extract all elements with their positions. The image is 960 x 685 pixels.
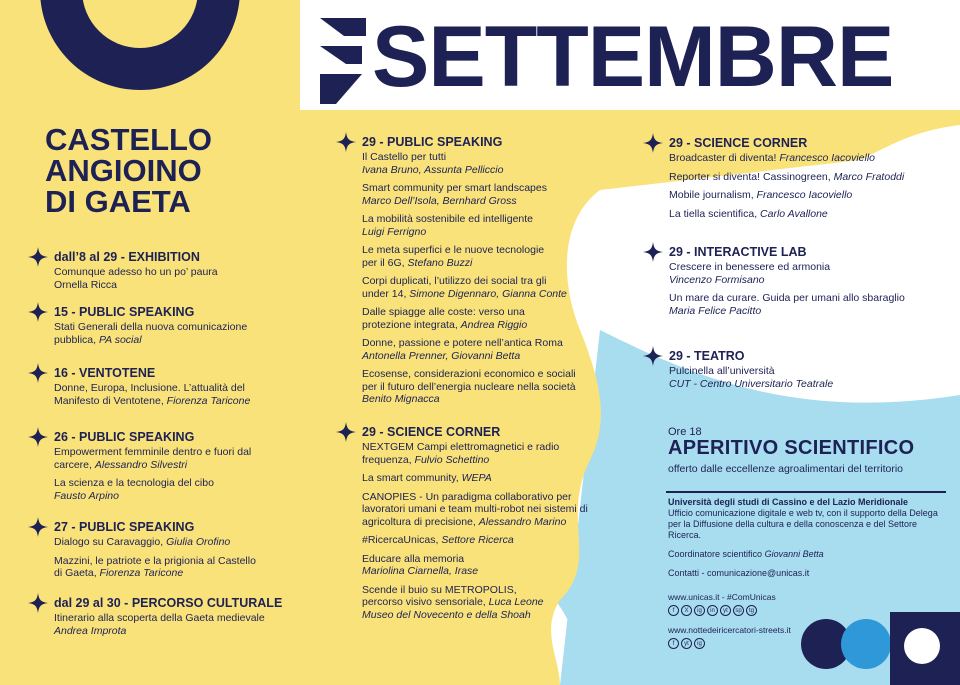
university-info <box>668 497 938 579</box>
event-item <box>362 472 588 485</box>
event-author: Francesco Iacoviello <box>779 152 876 164</box>
event-title: Comunque adesso ho un po’ paura <box>54 266 218 278</box>
event-title-cont: protezione integrata, <box>362 318 461 331</box>
event-title: Educare alla memoria <box>362 552 465 565</box>
social-yt-icon[interactable]: yt <box>681 638 692 649</box>
social-in-icon[interactable]: in <box>707 605 718 616</box>
section-col2-1 <box>362 425 588 621</box>
event-author: Giulia Orofino <box>166 536 231 548</box>
event-item <box>362 491 588 529</box>
event-author: Antonella Prenner, Giovanni Betta <box>362 349 521 362</box>
event-venue: Museo del Novecento e della Shoah <box>362 608 531 621</box>
event-author: Francesco Iacoviello <box>756 189 853 201</box>
venue-line-1: CASTELLO <box>45 122 213 157</box>
event-author: Fausto Arpino <box>54 489 119 502</box>
social-X-icon[interactable]: X <box>681 605 692 616</box>
event-title: La smart community, <box>362 472 462 484</box>
star-icon <box>28 302 48 322</box>
event-title: Ecosense, considerazioni economico e sociali <box>362 368 576 380</box>
event-author: PA social <box>98 333 142 346</box>
event-title: Mobile journalism, <box>669 189 757 201</box>
event-title: La tiella scientifica, <box>669 207 761 220</box>
aperitivo-title: APERITIVO SCIENTIFICO <box>668 437 915 459</box>
section-col1-0 <box>54 250 218 291</box>
event-title: Smart community per smart landscapes <box>362 182 547 194</box>
event-title-cont: pubblica, <box>54 333 99 346</box>
event-title: Dialogo su Caravaggio, <box>54 536 167 548</box>
event-item <box>669 208 904 221</box>
event-title-cont: carcere, <box>54 458 95 471</box>
contacts: Contatti - comunicazione@unicas.it <box>668 568 810 578</box>
event-item <box>54 321 247 346</box>
event-title: Reporter si diventa! Cassinogreen, <box>669 170 834 183</box>
section-heading: 29 - PUBLIC SPEAKING <box>362 135 503 149</box>
event-title: Mazzini, le patriote e la prigionia al Castello <box>54 554 256 567</box>
university-office: Ufficio comunicazione digitale e web tv, con il supporto della Delega per la Diffusione della cultura e della conoscenza e del Settore Ricerca. <box>668 508 938 540</box>
venue-line-2: ANGIOINO <box>45 153 202 188</box>
section-col3-0 <box>669 136 904 220</box>
event-title: Broadcaster di diventa! <box>669 152 780 164</box>
event-title-cont: under 14, <box>362 287 410 300</box>
event-author: Mariolina Ciarnella, Irase <box>362 565 479 577</box>
star-icon <box>643 133 663 153</box>
event-title: #RicercaUnicas, <box>362 534 442 546</box>
event-author: WEPA <box>461 472 492 484</box>
coordinator <box>668 549 938 560</box>
event-item <box>54 536 256 549</box>
event-title-cont: agricoltura di precisione, <box>362 515 479 528</box>
event-title: Donne, passione e potere nell’antica Roma <box>362 337 563 349</box>
section-heading: 27 - PUBLIC SPEAKING <box>54 520 195 534</box>
section-heading: 16 - VENTOTENE <box>54 366 156 380</box>
event-title-cont: percorso visivo sensoriale, <box>362 596 489 608</box>
event-author: Fiorenza Taricone <box>166 394 251 407</box>
event-item <box>362 584 588 622</box>
venue-line-3: DI GAETA <box>45 184 191 219</box>
social-ig-icon[interactable]: ig <box>694 605 705 616</box>
section-col2-0 <box>362 135 576 406</box>
event-item <box>362 337 576 362</box>
event-item <box>669 152 904 165</box>
event-author: Carlo Avallone <box>760 207 828 220</box>
event-item <box>362 368 576 406</box>
star-icon <box>336 422 356 442</box>
social-f-icon[interactable]: f <box>668 605 679 616</box>
section-heading: dal 29 al 30 - PERCORSO CULTURALE <box>54 596 283 610</box>
section-heading: 15 - PUBLIC SPEAKING <box>54 305 195 319</box>
event-item <box>362 182 576 207</box>
event-author: Benito Mignacca <box>362 393 440 405</box>
event-author: Marco Dell’Isola, Bernhard Gross <box>362 194 517 207</box>
event-author: Marco Fratoddi <box>833 170 905 183</box>
event-title: Corpi duplicati, l’utilizzo dei social tra gli <box>362 275 547 287</box>
coordinator-label: Coordinatore scientifico <box>668 549 765 559</box>
star-icon <box>336 132 356 152</box>
event-item <box>54 477 251 502</box>
section-col1-3 <box>54 430 251 502</box>
event-author: Fulvio Schettino <box>414 453 490 466</box>
star-icon <box>28 363 48 383</box>
section-col3-2 <box>669 349 833 390</box>
event-author: Vincenzo Formisano <box>669 273 765 286</box>
event-author: Settore Ricerca <box>441 534 514 546</box>
divider <box>666 491 946 493</box>
event-item <box>669 292 905 317</box>
section-heading: 29 - INTERACTIVE LAB <box>669 245 807 259</box>
event-title-cont: lavoratori umani e team multi-robot nei sistemi di <box>362 503 588 515</box>
event-title: Donne, Europa, Inclusione. L’attualità del <box>54 382 245 394</box>
event-item <box>54 555 256 580</box>
event-title: Un mare da curare. Guida per umani allo sbaraglio <box>669 292 905 304</box>
event-title: Crescere in benessere ed armonia <box>669 261 831 273</box>
event-item <box>362 306 576 331</box>
event-item <box>54 612 282 637</box>
streets-url[interactable]: www.nottedeiricercatori-streets.it <box>668 625 791 635</box>
title-s-logo <box>316 16 368 106</box>
event-item <box>669 261 905 286</box>
event-author: Alessandro Silvestri <box>94 458 188 471</box>
event-author: Luigi Ferrigno <box>362 225 427 238</box>
section-col3-1 <box>669 245 905 317</box>
star-icon <box>643 346 663 366</box>
event-item <box>54 266 218 291</box>
section-heading: 29 - SCIENCE CORNER <box>362 425 501 439</box>
event-item <box>669 171 904 184</box>
event-item <box>362 244 576 269</box>
university-name: Università degli studi di Cassino e del Lazio Meridionale <box>668 497 909 507</box>
event-author: Maria Felice Pacitto <box>669 304 762 317</box>
social-yt-icon[interactable]: yt <box>720 605 731 616</box>
event-title-cont: frequenza, <box>362 453 415 466</box>
social-sp-icon[interactable]: sp <box>733 605 744 616</box>
event-item <box>669 189 904 202</box>
event-item <box>669 365 833 390</box>
event-author: Ornella Ricca <box>54 278 118 291</box>
event-author: Ivana Bruno, Assunta Pelliccio <box>362 163 504 176</box>
social-tg-icon[interactable]: tg <box>746 605 757 616</box>
event-title-cont: per il futuro dell’energia nucleare nella società <box>362 380 576 393</box>
event-item <box>362 553 588 578</box>
event-item <box>362 534 588 547</box>
section-heading: dall’8 al 29 - EXHIBITION <box>54 250 200 264</box>
coordinator-name: Giovanni Betta <box>764 549 824 559</box>
event-author: Stefano Buzzi <box>407 256 473 269</box>
blue-circle <box>841 619 891 669</box>
event-title-cont: per il 6G, <box>362 256 408 269</box>
event-title-cont: Manifesto di Ventotene, <box>54 394 167 407</box>
event-title: NEXTGEM Campi elettromagnetici e radio <box>362 441 560 453</box>
event-title: Scende il buio su METROPOLIS, <box>362 583 517 596</box>
event-author: Luca Leone <box>488 596 544 608</box>
aperitivo-subtitle: offerto dalle eccellenze agroalimentari del territorio <box>668 463 904 475</box>
star-icon <box>28 593 48 613</box>
section-heading: 29 - TEATRO <box>669 349 745 363</box>
section-col1-4 <box>54 520 256 580</box>
event-author: CUT - Centro Universitario Teatrale <box>669 377 834 390</box>
social-ig-icon[interactable]: ig <box>694 638 705 649</box>
event-title: Itinerario alla scoperta della Gaeta medievale <box>54 612 265 624</box>
event-title: Le meta superfici e le nuove tecnologie <box>362 244 545 256</box>
event-title: La scienza e la tecnologia del cibo <box>54 477 214 489</box>
event-title: CANOPIES - Un paradigma collaborativo per <box>362 490 572 503</box>
section-col1-5 <box>54 596 282 637</box>
section-col1-1 <box>54 305 247 346</box>
star-icon <box>28 517 48 537</box>
event-title: Empowerment femminile dentro e fuori dal <box>54 446 252 458</box>
star-icon <box>28 427 48 447</box>
section-col1-2 <box>54 366 250 407</box>
star-icon <box>643 242 663 262</box>
unicas-url[interactable]: www.unicas.it - #ComUnicas <box>668 592 776 602</box>
event-item <box>362 213 576 238</box>
event-author: Simone Digennaro, Gianna Conte <box>409 287 567 300</box>
event-author: Fiorenza Taricone <box>99 567 184 579</box>
event-author: Alessandro Marino <box>478 515 567 528</box>
event-item <box>54 382 250 407</box>
event-title: Il Castello per tutti <box>362 151 447 163</box>
event-author: Andrea Improta <box>54 624 127 637</box>
social-f-icon[interactable]: f <box>668 638 679 649</box>
event-title: Pulcinella all’università <box>669 365 775 377</box>
event-item <box>362 151 576 176</box>
event-item <box>362 275 576 300</box>
venue-title <box>45 124 212 217</box>
social-icons-row-2 <box>668 638 705 649</box>
social-icons-row-1 <box>668 605 757 616</box>
section-heading: 26 - PUBLIC SPEAKING <box>54 430 195 444</box>
event-item <box>54 446 251 471</box>
event-item <box>362 441 588 466</box>
event-title: Dalle spiagge alle coste: verso una <box>362 306 525 318</box>
section-heading: 29 - SCIENCE CORNER <box>669 136 808 150</box>
event-title: La mobilità sostenibile ed intelligente <box>362 213 534 225</box>
event-title: Stati Generali della nuova comunicazione <box>54 321 248 333</box>
aperitivo-time: Ore 18 <box>668 426 702 438</box>
star-icon <box>28 247 48 267</box>
poster-title: SETTEMBRE <box>372 9 894 105</box>
event-title-cont: di Gaeta, <box>54 567 100 579</box>
event-author: Andrea Riggio <box>460 318 528 331</box>
